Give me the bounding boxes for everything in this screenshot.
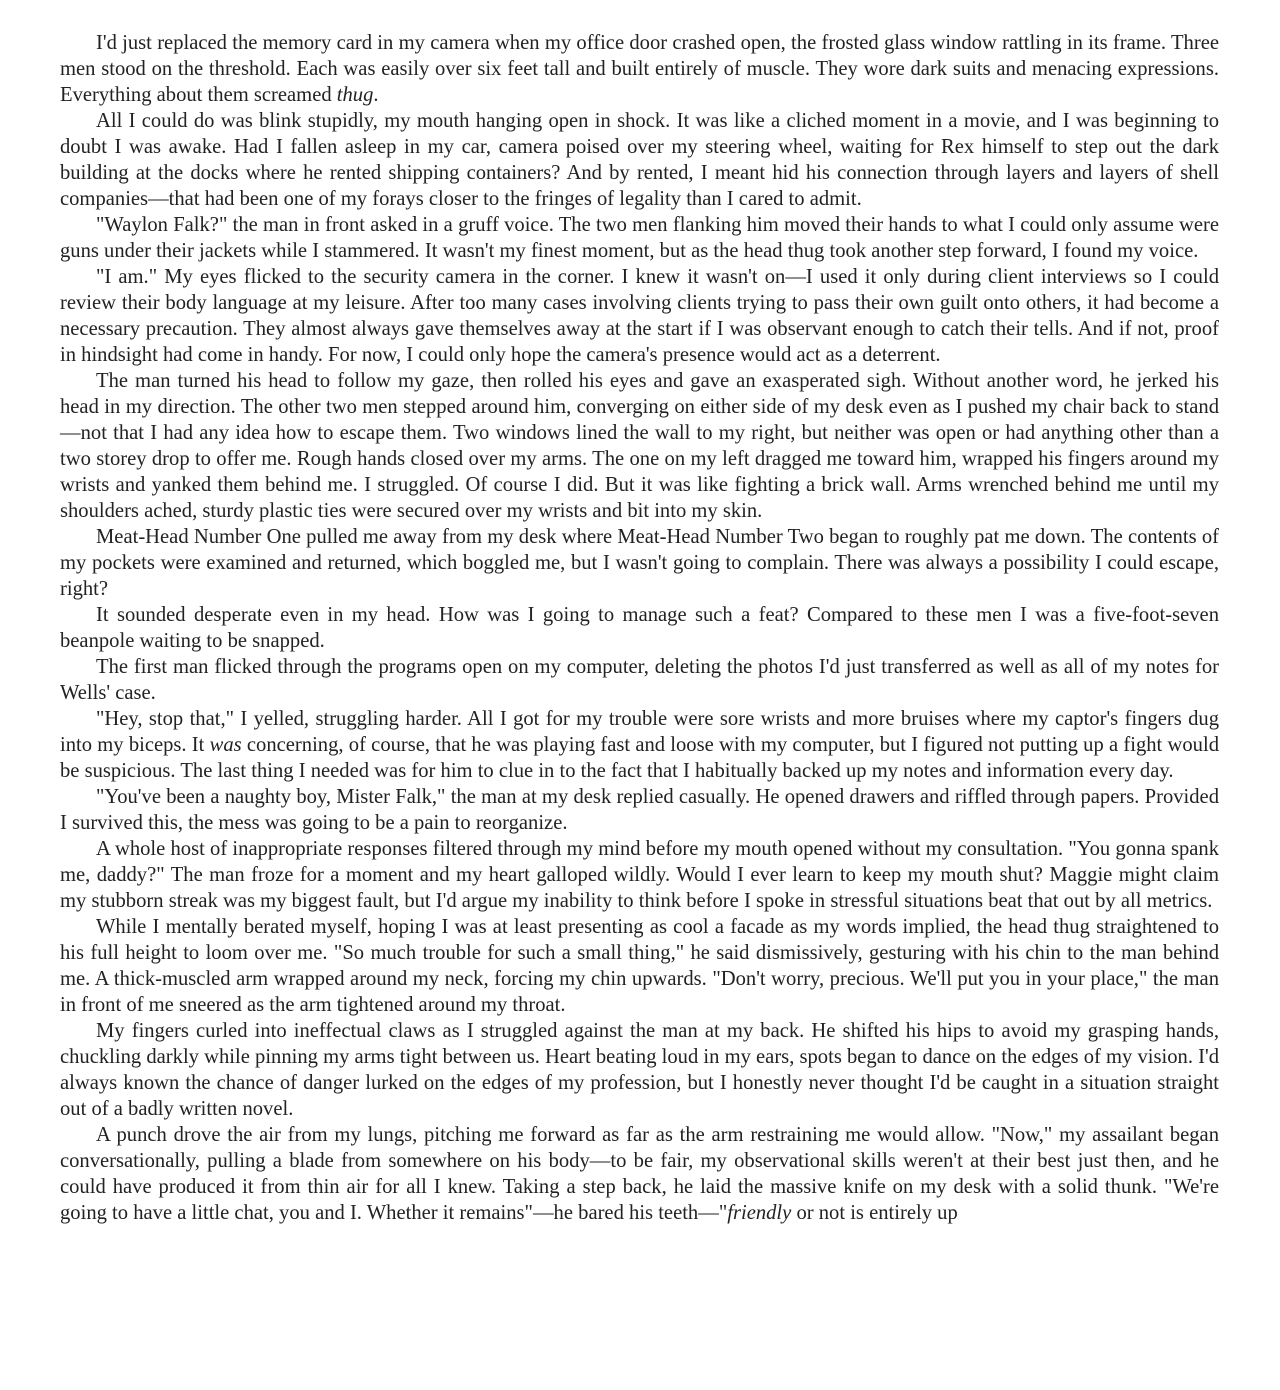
text-run: The first man flicked through the programs open on my computer, deleting the photos I'd just transferred as well as all of my notes for Wells' case. — [60, 656, 1219, 704]
text-run: While I mentally berated myself, hoping I was at least presenting as cool a facade as my words implied, the head thug straightened to his full height to loom over me. "So much trouble for such a small thing," he said dismissively, gesturing with his chin to the man behind me. A thick-muscled arm wrapped around my neck, forcing my chin upwards. "Don't worry, precious. We'll put you in your place," the man in front of me sneered as the arm tightened around my throat. — [60, 916, 1219, 1016]
paragraph-9 — [60, 706, 1219, 784]
text-run: I'd just replaced the memory card in my camera when my office door crashed open, the frosted glass window rattling in its frame. Three men stood on the threshold. Each was easily over six feet tall and built entirely of muscle. They wore dark suits and menacing expressions. Everything about them screamed — [60, 32, 1219, 106]
paragraph-12 — [60, 914, 1219, 1018]
paragraph-11 — [60, 836, 1219, 914]
paragraph-6 — [60, 524, 1219, 602]
text-run: . — [373, 84, 379, 106]
emphasis-text: friendly — [727, 1202, 792, 1224]
document-page — [60, 30, 1219, 1226]
paragraph-1 — [60, 30, 1219, 108]
text-run: A punch drove the air from my lungs, pitching me forward as far as the arm restraining me would allow. "Now," my assailant began conversationally, pulling a blade from somewhere on his body—to be fair, my observational skills weren't at their best just then, and he could have produced it from thin air for all I knew. Taking a step back, he laid the massive knife on my desk with a solid thunk. "We're going to have a little chat, you and I. Whether it remains"—he bared his teeth—" — [60, 1124, 1219, 1224]
paragraph-4 — [60, 264, 1219, 368]
text-run: All I could do was blink stupidly, my mouth hanging open in shock. It was like a cliched moment in a movie, and I was beginning to doubt I was awake. Had I fallen asleep in my car, camera poised over my steering wheel, waiting for Rex himself to step out the dark building at the docks where he rented shipping containers? And by rented, I meant hid his connection through layers and layers of shell companies—that had been one of my forays closer to the fringes of legality than I cared to admit. — [60, 110, 1219, 210]
paragraph-13 — [60, 1018, 1219, 1122]
paragraph-14 — [60, 1122, 1219, 1226]
text-run: It sounded desperate even in my head. How was I going to manage such a feat? Compared to these men I was a five-foot-seven beanpole waiting to be snapped. — [60, 604, 1219, 652]
paragraph-8 — [60, 654, 1219, 706]
text-run: My fingers curled into ineffectual claws as I struggled against the man at my back. He shifted his hips to avoid my grasping hands, chuckling darkly while pinning my arms tight between us. Heart beating loud in my ears, spots began to dance on the edges of my vision. I'd always known the chance of danger lurked on the edges of my profession, but I honestly never thought I'd be caught in a situation straight out of a badly written novel. — [60, 1020, 1220, 1120]
text-run: Meat-Head Number One pulled me away from my desk where Meat-Head Number Two began to roughly pat me down. The contents of my pockets were examined and returned, which boggled me, but I wasn't going to complain. There was always a possibility I could escape, right? — [60, 526, 1219, 600]
emphasis-text: thug — [336, 84, 374, 106]
text-run: The man turned his head to follow my gaze, then rolled his eyes and gave an exasperated sigh. Without another word, he jerked his head in my direction. The other two men stepped around him, converging on either side of my desk even as I pushed my chair back to stand—not that I had any idea how to escape them. Two windows lined the wall to my right, but neither was open or had anything other than a two storey drop to offer me. Rough hands closed over my arms. The one on my left dragged me toward him, wrapped his fingers around my wrists and yanked them behind me. I struggled. Of course I did. But it was like fighting a brick wall. Arms wrenched behind me until my shoulders ached, sturdy plastic ties were secured over my wrists and bit into my skin. — [60, 370, 1219, 522]
text-run: "You've been a naughty boy, Mister Falk," the man at my desk replied casually. He opened drawers and riffled through papers. Provided I survived this, the mess was going to be a pain to reorganize. — [60, 786, 1219, 834]
emphasis-text: was — [209, 734, 242, 756]
text-run: "Waylon Falk?" the man in front asked in a gruff voice. The two men flanking him moved their hands to what I could only assume were guns under their jackets while I stammered. It wasn't my finest moment, but as the head thug took another step forward, I found my voice. — [60, 214, 1219, 262]
text-run: "I am." My eyes flicked to the security camera in the corner. I knew it wasn't on—I used it only during client interviews so I could review their body language at my leisure. After too many cases involving clients trying to pass their own guilt onto others, it had become a necessary precaution. They almost always gave themselves away at the start if I was observant enough to catch their tells. And if not, proof in hindsight had come in handy. For now, I could only hope the camera's presence would act as a deterrent. — [60, 266, 1219, 366]
text-run: or not is entirely up — [791, 1202, 958, 1224]
paragraph-3 — [60, 212, 1219, 264]
paragraph-2 — [60, 108, 1219, 212]
text-run: A whole host of inappropriate responses filtered through my mind before my mouth opened without my consultation. "You gonna spank me, daddy?" The man froze for a moment and my heart galloped wildly. Would I ever learn to keep my mouth shut? Maggie might claim my stubborn streak was my biggest fault, but I'd argue my inability to think before I spoke in stressful situations beat that out by all metrics. — [60, 838, 1219, 912]
text-run: "Hey, stop that," I yelled, struggling harder. All I got for my trouble were sore wrists and more bruises where my captor's fingers dug into my biceps. It — [60, 708, 1219, 756]
text-run: concerning, of course, that he was playing fast and loose with my computer, but I figured not putting up a fight would be suspicious. The last thing I needed was for him to clue in to the fact that I habitually backed up my notes and information every day. — [60, 734, 1219, 782]
paragraph-7 — [60, 602, 1219, 654]
paragraph-5 — [60, 368, 1219, 524]
paragraph-10 — [60, 784, 1219, 836]
